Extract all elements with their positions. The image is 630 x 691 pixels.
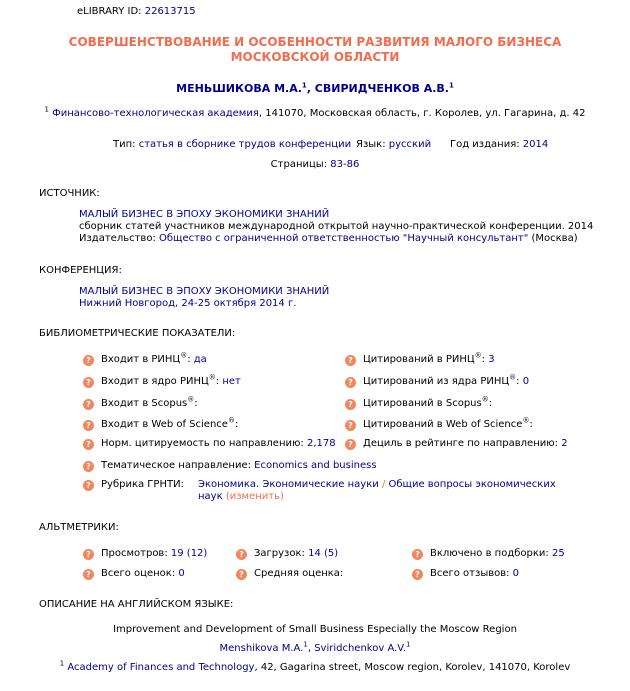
alt-downloads-value[interactable]: 14 (5) <box>308 548 339 559</box>
english-affiliation: $^1$ Academy of Finances and Technology, 42, Gagarina street, Moscow region, Korolev, 141070, Korolev <box>59 659 571 673</box>
elibrary-id-value[interactable]: 22613715 <box>144 6 196 17</box>
biblio-header: БИБЛИОМЕТРИЧЕСКИЕ ПОКАЗАТЕЛИ: <box>39 328 236 339</box>
conference-block <box>79 286 329 310</box>
meta-lang-value: русский <box>388 139 432 150</box>
meta-year: Год издания: 2014 <box>450 139 549 150</box>
question-icon[interactable]: ? <box>345 420 356 431</box>
thematic-direction: Тематическое направление: Economics and business <box>101 460 377 471</box>
question-icon[interactable]: ? <box>345 355 356 366</box>
question-icon[interactable]: ? <box>412 549 423 560</box>
affiliation <box>0 105 630 119</box>
english-header: ОПИСАНИЕ НА АНГЛИЙСКОМ ЯЗЫКЕ: <box>39 599 234 610</box>
publication-title <box>0 35 630 65</box>
alt-collections: Включено в подборки: 25 <box>430 548 565 559</box>
question-icon[interactable]: ? <box>83 355 94 366</box>
rubric-value: Экономика. Экономические науки / Общие вопросы экономических наук (изменить) <box>198 479 556 502</box>
affiliation-sup: 1 <box>44 105 49 114</box>
meta-pages: Страницы: 83-86 <box>270 159 360 170</box>
conference-title-link[interactable]: МАЛЫЙ БИЗНЕС В ЭПОХУ ЭКОНОМИКИ ЗНАНИЙ <box>79 286 330 297</box>
title-line-1: СОВЕРШЕНСТВОВАНИЕ И ОСОБЕННОСТИ РАЗВИТИЯ МАЛОГО БИЗНЕСА <box>68 35 562 49</box>
altmetrics-header: АЛЬТМЕТРИКИ: <box>39 522 119 533</box>
meta-year-value: 2014 <box>522 139 549 150</box>
author-2[interactable]: СВИРИДЧЕНКОВ А.В.$^1$ <box>314 81 454 95</box>
meta-pages-value: 83-86 <box>330 159 360 170</box>
biblio-right-3: Цитирований в Web of Science®: <box>363 416 533 430</box>
publisher-link[interactable]: Общество с ограниченной ответственностью "Научный консультант" <box>159 233 529 244</box>
question-icon[interactable]: ? <box>345 377 356 388</box>
elibrary-id-label: eLIBRARY ID: <box>77 6 142 17</box>
conference-header: КОНФЕРЕНЦИЯ: <box>39 265 122 276</box>
alt-reviews: Всего отзывов: 0 <box>430 568 520 579</box>
question-icon[interactable]: ? <box>345 439 356 450</box>
source-publisher: Издательство: Общество с ограниченной ответственностью "Научный консультант" (Москва) <box>79 233 578 244</box>
biblio-right-2: Цитирований в Scopus®: <box>363 395 493 409</box>
biblio-left-4: Норм. цитируемость по направлению: 2,178 <box>101 438 336 449</box>
biblio-left-2: Входит в Scopus®: <box>101 395 198 409</box>
question-icon[interactable]: ? <box>236 549 247 560</box>
conference-place: Нижний Новгород, 24-25 октября 2014 г. <box>79 298 297 309</box>
authors: МЕНЬШИКОВА М.А.$^1$, СВИРИДЧЕНКОВ А.В.$^1$ <box>176 81 454 95</box>
thematic-link[interactable]: Economics and business <box>254 460 377 471</box>
alt-views: Просмотров: 19 (12) <box>101 548 208 559</box>
biblio-right-4: Дециль в рейтинге по направлению: 2 <box>363 438 568 449</box>
source-title-link[interactable]: МАЛЫЙ БИЗНЕС В ЭПОХУ ЭКОНОМИКИ ЗНАНИЙ <box>79 209 330 220</box>
rubric-link-economics[interactable]: Экономика. Экономические науки <box>198 479 379 490</box>
alt-collections-value[interactable]: 25 <box>551 548 565 559</box>
source-header: ИСТОЧНИК: <box>39 188 100 199</box>
rubric-link-general[interactable]: Общие вопросы экономических <box>388 479 556 490</box>
affiliation-link[interactable]: Финансово-технологическая академия <box>52 108 259 119</box>
alt-avg-rating: Средняя оценка: <box>254 568 344 579</box>
question-icon[interactable]: ? <box>83 480 94 491</box>
biblio-left-3: Входит в Web of Science®: <box>101 416 239 430</box>
english-author-2[interactable]: Sviridchenkov A.V.$^1$ <box>314 640 411 654</box>
question-icon[interactable]: ? <box>236 569 247 580</box>
title-line-2: МОСКОВСКОЙ ОБЛАСТИ <box>230 50 400 64</box>
alt-views-value[interactable]: 19 (12) <box>170 548 208 559</box>
english-affiliation-link[interactable]: Academy of Finances and Technology <box>67 662 255 673</box>
english-authors: Menshikova M.A.$^1$, Sviridchenkov A.V.$^1$ <box>219 640 411 654</box>
biblio-left-1: Входит в ядро РИНЦ®: нет <box>101 373 241 387</box>
question-icon[interactable]: ? <box>412 569 423 580</box>
alt-downloads: Загрузок: 14 (5) <box>254 548 339 559</box>
affiliation-address: , 141070, Московская область, г. Королев, ул. Гагарина, д. 42 <box>258 108 586 119</box>
rubric-link-general-cont[interactable]: наук <box>198 491 223 502</box>
rubric-label: Рубрика ГРНТИ: <box>101 479 184 490</box>
alt-ratings: Всего оценок: 0 <box>101 568 185 579</box>
question-icon[interactable]: ? <box>345 399 356 410</box>
elibrary-id <box>77 6 196 17</box>
source-desc: сборник статей участников международной открытой научно-практической конференции. 2014 <box>79 221 594 232</box>
author-1[interactable]: МЕНЬШИКОВА М.А.$^1$ <box>176 81 307 95</box>
english-title: Improvement and Development of Small Business Especially the Moscow Region <box>113 624 517 635</box>
question-icon[interactable]: ? <box>83 569 94 580</box>
meta-type-value: статья в сборнике трудов конференции <box>138 139 352 150</box>
question-icon[interactable]: ? <box>83 439 94 450</box>
biblio-right-0: Цитирований в РИНЦ®: 3 <box>363 351 495 365</box>
question-icon[interactable]: ? <box>83 549 94 560</box>
question-icon[interactable]: ? <box>83 461 94 472</box>
biblio-left-0: Входит в РИНЦ®: да <box>101 351 207 365</box>
meta-type: Тип: статья в сборнике трудов конференции <box>113 139 352 150</box>
source-block <box>79 209 593 245</box>
question-icon[interactable]: ? <box>83 420 94 431</box>
biblio-right-1: Цитирований из ядра РИНЦ®: 0 <box>363 373 530 387</box>
question-icon[interactable]: ? <box>83 377 94 388</box>
english-author-1[interactable]: Menshikova M.A.$^1$ <box>219 640 308 654</box>
rubric-change-link[interactable]: изменить <box>229 491 280 502</box>
meta-lang: Язык: русский <box>356 139 432 150</box>
question-icon[interactable]: ? <box>83 399 94 410</box>
